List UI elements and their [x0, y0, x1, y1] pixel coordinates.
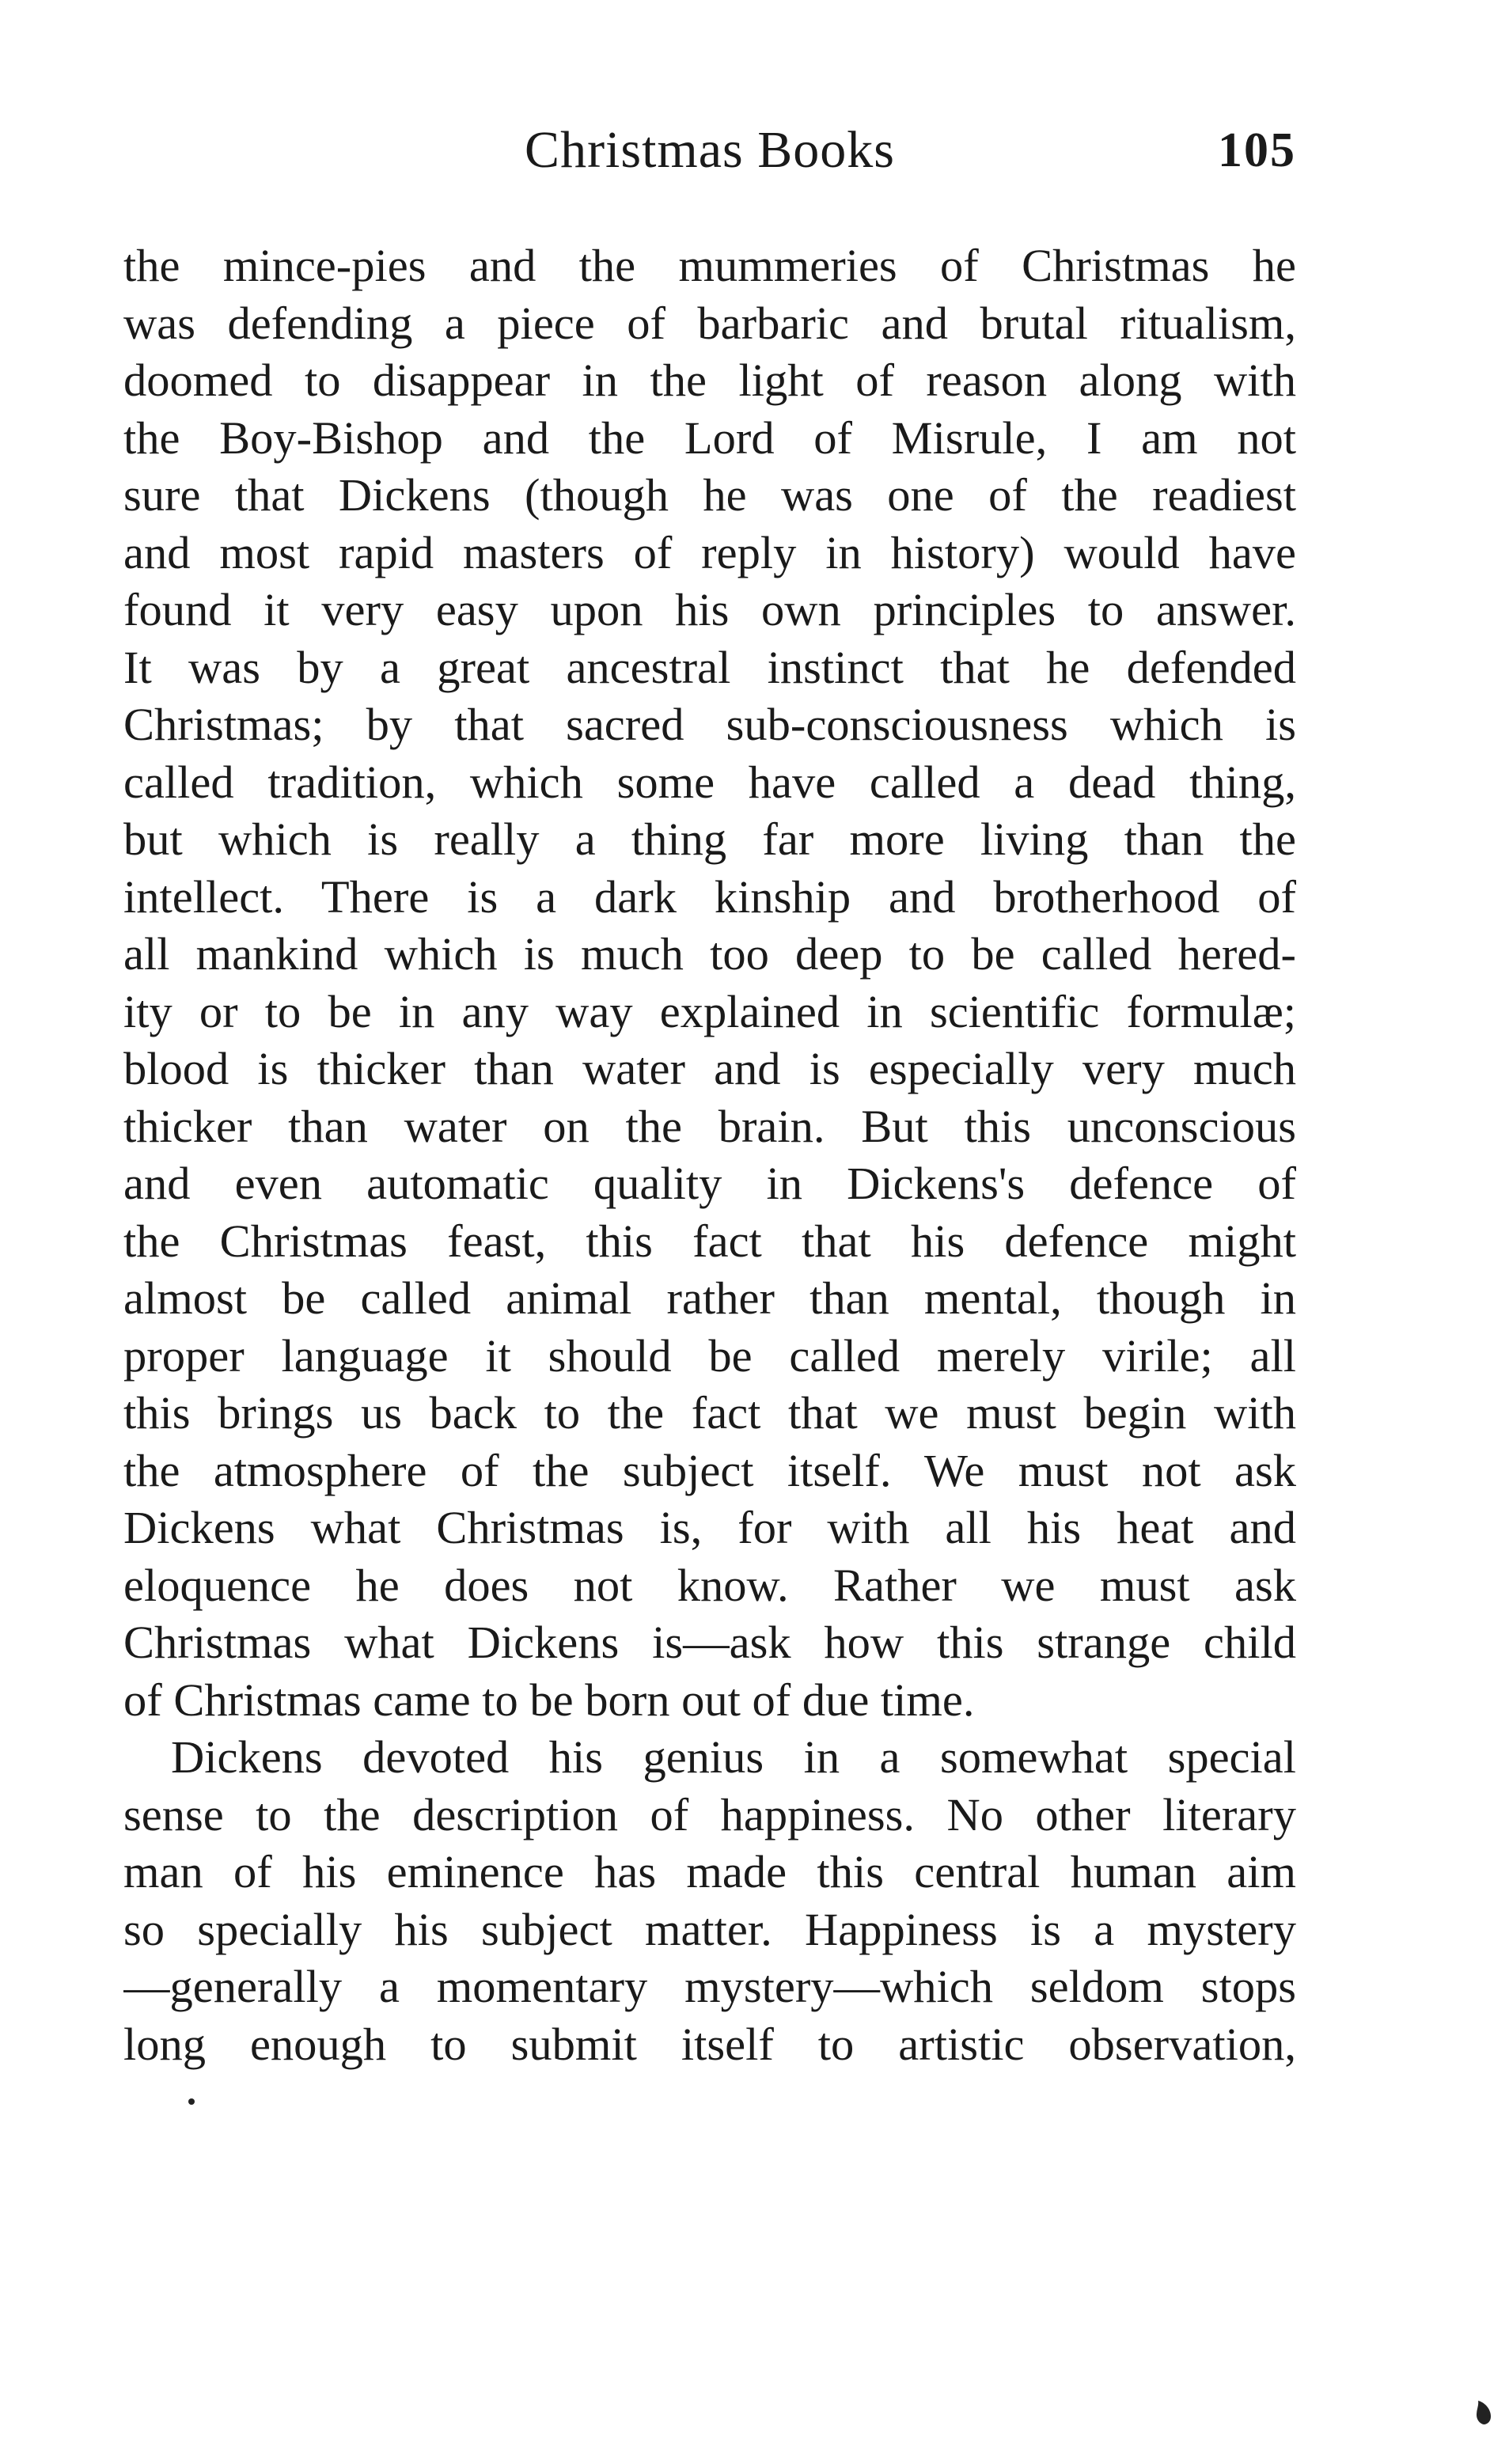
text-line: and most rapid masters of reply in history) would have	[123, 526, 1296, 578]
text-line: blood is thicker than water and is especially very much	[123, 1043, 1296, 1094]
page-number: 105	[1218, 123, 1296, 177]
text-line: —generally a momentary mystery—which seldom stops	[123, 1961, 1296, 2012]
text-line: ity or to be in any way explained in scientific formulæ;	[123, 985, 1296, 1037]
text-line: the Boy-Bishop and the Lord of Misrule, I am not	[123, 411, 1296, 464]
text-line: eloquence he does not know. Rather we must ask	[123, 1559, 1296, 1611]
text-line: this brings us back to the fact that we must begin with	[123, 1387, 1296, 1439]
text-line: the atmosphere of the subject itself. We must not ask	[123, 1444, 1296, 1496]
text-line: sense to the description of happiness. No other literary	[123, 1788, 1296, 1840]
text-line: all mankind which is much too deep to be called hered-	[123, 928, 1296, 980]
text-line: Dickens devoted his genius in a somewhat special	[171, 1731, 1296, 1783]
text-line: but which is really a thing far more living than the	[123, 813, 1296, 865]
text-line: the mince-pies and the mummeries of Christmas he	[123, 240, 1296, 291]
text-line: called tradition, which some have called a dead thing,	[123, 756, 1296, 808]
running-header	[123, 115, 1296, 186]
text-line: Christmas what Dickens is—ask how this strange child	[123, 1617, 1296, 1668]
text-line: the Christmas feast, this fact that his defence might	[123, 1215, 1296, 1267]
text-line: proper language it should be called merely virile; all	[123, 1329, 1296, 1382]
print-speck	[188, 2098, 195, 2105]
text-line: thicker than water on the brain. But this unconscious	[123, 1100, 1296, 1152]
text-line: long enough to submit itself to artistic observation,	[123, 2018, 1296, 2070]
running-title: Christmas Books	[525, 121, 895, 179]
text-line: man of his eminence has made this central human aim	[123, 1846, 1296, 1897]
text-line: intellect. There is a dark kinship and brotherhood of	[123, 870, 1296, 923]
text-line: of Christmas came to be born out of due time.	[123, 1674, 975, 1726]
text-line: doomed to disappear in the light of reason along with	[123, 354, 1296, 406]
text-line: Christmas; by that sacred sub-consciousness which is	[123, 699, 1296, 750]
body-text	[123, 237, 1296, 2073]
text-line: found it very easy upon his own principles to answer.	[123, 584, 1296, 635]
text-line: and even automatic quality in Dickens's defence of	[123, 1158, 1296, 1209]
text-line: so specially his subject matter. Happiness is a mystery	[123, 1903, 1296, 1955]
text-line: was defending a piece of barbaric and brutal ritualism,	[123, 297, 1296, 349]
corner-ink-mark	[1473, 2399, 1494, 2426]
text-line: almost be called animal rather than mental, though in	[123, 1272, 1296, 1324]
text-line: Dickens what Christmas is, for with all his heat and	[123, 1502, 1296, 1553]
text-line: sure that Dickens (though he was one of the readiest	[123, 469, 1296, 521]
text-line: It was by a great ancestral instinct that he defended	[123, 641, 1296, 693]
